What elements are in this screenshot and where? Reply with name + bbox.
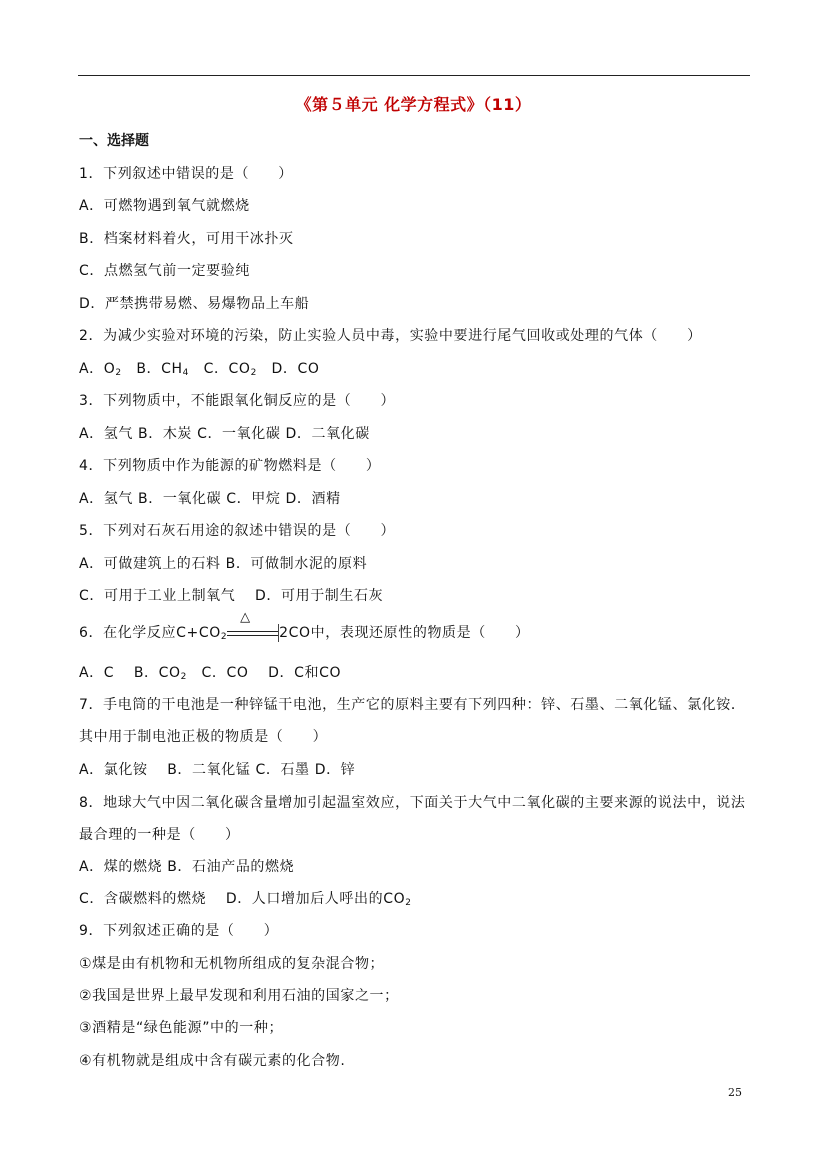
question-8-stem-line-1: 8．地球大气中因二氧化碳含量增加引起温室效应，下面关于大气中二氧化碳的主要来源的说法中，说法 <box>79 795 746 811</box>
question-6-stem-suffix: 中，表现还原性的物质是（ ） <box>310 625 530 641</box>
question-9-statement-3: ③酒精是“绿色能源”中的一种； <box>79 1020 284 1036</box>
question-1-option-a: A．可燃物遇到氧气就燃烧 <box>79 198 250 214</box>
question-1-option-b: B．档案材料着火，可用干冰扑灭 <box>79 231 294 247</box>
question-7-stem-line-1: 7．手电筒的干电池是一种锌锰干电池，生产它的原料主要有下列四种：锌、石墨、二氧化锰、氯化铵． <box>79 697 746 713</box>
subscript: 2 <box>115 368 122 378</box>
question-2-stem: 2．为减少实验对环境的污染，防止实验人员中毒，实验中要进行尾气回收或处理的气体（ ） <box>79 328 702 344</box>
question-2-option-b: B．CH <box>121 361 183 377</box>
section-heading: 一、选择题 <box>79 133 149 149</box>
question-5-options-cd: C．可用于工业上制氧气 D．可用于制生石灰 <box>79 588 384 604</box>
question-6-stem-prefix: 6．在化学反应 <box>79 625 177 641</box>
subscript: 2 <box>405 898 412 908</box>
question-3-options: A．氢气 B．木炭 C．一氧化碳 D．二氧化碳 <box>79 426 370 442</box>
question-2-option-c: C．CO <box>188 361 251 377</box>
question-8-stem-line-2: 最合理的一种是（ ） <box>79 827 240 843</box>
question-4-stem: 4．下列物质中作为能源的矿物燃料是（ ） <box>79 458 381 474</box>
subscript: 2 <box>250 368 257 378</box>
question-5-stem: 5．下列对石灰石用途的叙述中错误的是（ ） <box>79 523 396 539</box>
page-title: 《第５单元 化学方程式》（11） <box>295 95 532 114</box>
question-9-stem: 9．下列叙述正确的是（ ） <box>79 923 279 939</box>
question-8-options-cd <box>79 888 412 908</box>
equation-reactants: C+CO <box>176 625 221 641</box>
question-9-statement-4: ④有机物就是组成中含有碳元素的化合物. <box>79 1053 346 1069</box>
question-6-option-c: C．CO <box>186 665 264 681</box>
question-6-option-a: A．C <box>79 665 134 681</box>
subscript: 2 <box>180 672 187 682</box>
question-9-statement-1: ①煤是由有机物和无机物所组成的复杂混合物； <box>79 956 385 972</box>
question-1-option-c: C．点燃氢气前一定要验纯 <box>79 263 250 279</box>
question-1-option-d: D．严禁携带易燃、易爆物品上车船 <box>79 296 310 312</box>
reaction-condition-arrow <box>227 610 279 642</box>
page-number: 25 <box>728 1086 742 1099</box>
question-7-stem-line-2: 其中用于制电池正极的物质是（ ） <box>79 729 328 745</box>
question-1-stem: 1．下列叙述中错误的是（ ） <box>79 166 293 182</box>
question-4-options: A．氢气 B．一氧化碳 C．甲烷 D．酒精 <box>79 491 341 507</box>
question-3-stem: 3．下列物质中，不能跟氧化铜反应的是（ ） <box>79 393 396 409</box>
question-2-options <box>79 358 319 378</box>
question-8-options-ab: A．煤的燃烧 B．石油产品的燃烧 <box>79 859 295 875</box>
subscript: 2 <box>220 632 228 642</box>
question-6-option-b: B．CO <box>133 665 181 681</box>
subscript: 4 <box>182 368 189 378</box>
question-6-options <box>79 662 341 682</box>
header-rule <box>78 75 750 76</box>
question-2-option-d: D．CO <box>256 361 320 377</box>
question-2-option-a: A．O <box>79 361 116 377</box>
equation-products: 2CO <box>279 625 311 641</box>
question-6-option-d: D．C和CO <box>263 665 342 681</box>
question-7-options: A．氯化铵 B．二氧化锰 C．石墨 D．锌 <box>79 762 356 778</box>
heat-triangle-icon: △ <box>240 610 251 625</box>
question-8-options-cd-text: C．含碳燃料的燃烧 D．人口增加后人呼出的CO <box>79 891 406 907</box>
question-5-options-ab: A．可做建筑上的石料 B．可做制水泥的原料 <box>79 556 368 572</box>
question-9-statement-2: ②我国是世界上最早发现和利用石油的国家之一； <box>79 988 399 1004</box>
question-6-stem <box>79 610 530 642</box>
